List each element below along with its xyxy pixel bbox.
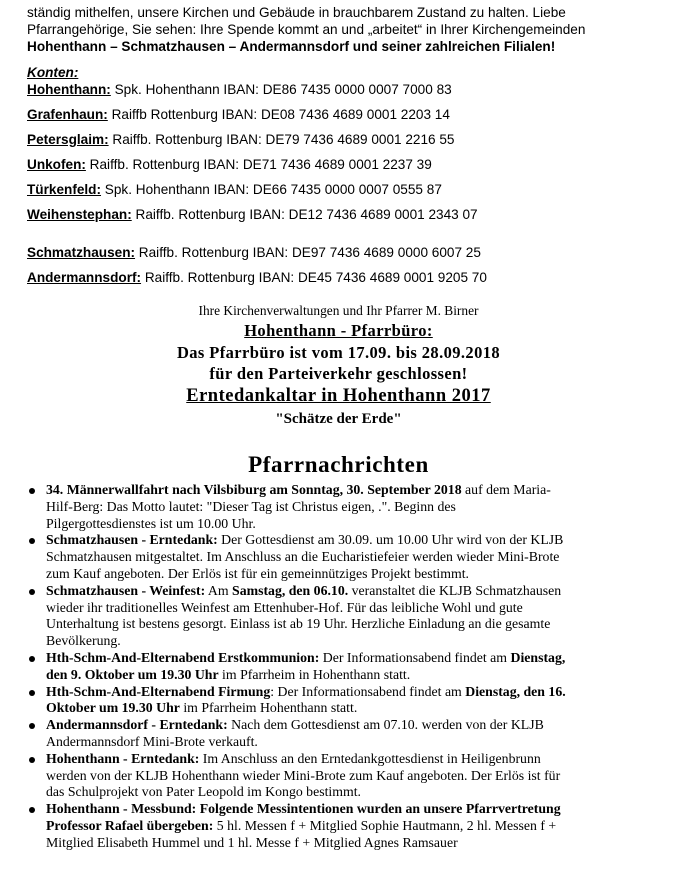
intro-line: ständig mithelfen, unsere Kirchen und Gebäude in brauchbarem Zustand zu halten. Liebe <box>27 5 566 20</box>
item-date: den 9. Oktober um 19.30 Uhr <box>46 666 219 682</box>
item-text: das Schulprojekt von Pater Leopold im Kongo bestimmt. <box>46 784 361 800</box>
account-row <box>27 82 452 97</box>
item-text: im Pfarrheim Hohenthann statt. <box>179 700 358 716</box>
account-row <box>27 245 481 260</box>
konten-heading: Konten: <box>27 65 79 80</box>
list-item <box>28 532 656 582</box>
item-text: Nach dem Gottesdienst am 07.10. werden von der KLJB <box>227 717 544 733</box>
bullet-icon <box>29 589 35 595</box>
item-text: Pilgergottesdienstes ist um 10.00 Uhr. <box>46 515 256 531</box>
list-item <box>28 650 656 684</box>
erntedankaltar-subtitle: "Schätze der Erde" <box>275 411 402 427</box>
list-item <box>28 583 656 650</box>
item-text: Der Informationsabend findet am <box>319 649 511 665</box>
intro-paragraph <box>27 4 667 55</box>
item-date: Oktober um 19.30 Uhr <box>46 700 180 716</box>
item-text: Unterhaltung ist bestens gesorgt. Einlass ist ab 19 Uhr. Herzliche Einladung an die gesamte <box>46 616 551 632</box>
item-heading: Professor Rafael übergeben: <box>46 817 214 833</box>
erntedankaltar-heading: Erntedankaltar in Hohenthann 2017 <box>186 386 491 406</box>
account-name: Weihenstephan: <box>27 207 132 222</box>
list-item <box>28 751 656 801</box>
account-name: Grafenhaun: <box>27 107 108 122</box>
bullet-icon <box>29 656 35 662</box>
item-text: werden von der KLJB Hohenthann wieder Mini-Brote zum Kauf angeboten. Der Erlös ist für <box>46 767 561 783</box>
account-details: Spk. Hohenthann IBAN: DE86 7435 0000 0007 7000 83 <box>110 82 452 97</box>
list-item <box>28 801 656 851</box>
item-text: Andermannsdorf Mini-Brote verkauft. <box>46 733 258 749</box>
item-heading: Andermannsdorf - Erntedank: <box>46 717 228 733</box>
pfarrbuero-closed-line: Das Pfarrbüro ist vom 17.09. bis 28.09.2018 <box>176 343 501 362</box>
item-text: 5 hl. Messen f + Mitglied Sophie Hautmann, 2 hl. Messen f + <box>213 817 557 833</box>
item-text: auf dem Maria- <box>461 482 551 497</box>
account-row <box>27 107 450 122</box>
item-text: Am <box>205 582 233 598</box>
item-text: veranstaltet die KLJB Schmatzhausen <box>348 582 562 598</box>
account-row <box>27 207 478 222</box>
pfarrbuero-heading: Hohenthann - Pfarrbüro: <box>244 321 433 340</box>
account-name: Hohenthann: <box>27 82 111 97</box>
account-row <box>27 157 432 172</box>
item-date: Dienstag, <box>510 649 566 665</box>
bullet-icon <box>29 538 35 544</box>
account-name: Schmatzhausen: <box>27 245 136 260</box>
item-heading: 34. Männerwallfahrt nach Vilsbiburg am Sonntag, 30. September 2018 <box>46 482 462 497</box>
account-details: Raiffb. Rottenburg IBAN: DE79 7436 4689 0001 2216 55 <box>108 132 455 147</box>
item-heading: Hth-Schm-And-Elternabend Firmung <box>46 683 271 699</box>
item-text: Im Anschluss an den Erntedankgottesdienst in Heiligenbrunn <box>199 750 541 766</box>
item-text: wieder ihr traditionelles Weinfest am Ettenhuber-Hof. Für das leibliche Wohl und gute <box>46 599 523 615</box>
account-name: Andermannsdorf: <box>27 270 142 285</box>
account-details: Spk. Hohenthann IBAN: DE66 7435 0000 0007 0555 87 <box>101 182 442 197</box>
account-name: Türkenfeld: <box>27 182 102 197</box>
item-date: Dienstag, den 16. <box>465 683 566 699</box>
account-details: Raiffb Rottenburg IBAN: DE08 7436 4689 0001 2203 14 <box>107 107 450 122</box>
pfarrbuero-closed-line: für den Parteiverkehr geschlossen! <box>209 364 468 383</box>
account-details: Raiffb. Rottenburg IBAN: DE45 7436 4689 0001 9205 70 <box>141 270 487 285</box>
item-heading: Schmatzhausen - Erntedank: <box>46 532 218 548</box>
bullet-icon <box>29 723 35 729</box>
item-text: Bevölkerung. <box>46 633 121 649</box>
account-details: Raiffb. Rottenburg IBAN: DE12 7436 4689 0001 2343 07 <box>131 207 478 222</box>
account-details: Raiffb. Rottenburg IBAN: DE97 7436 4689 0000 6007 25 <box>135 245 481 260</box>
bullet-icon <box>29 807 35 813</box>
item-heading: Hth-Schm-And-Elternabend Erstkommunion: <box>46 649 320 665</box>
item-text: Hilf-Berg: Das Motto lautet: "Dieser Tag ist Christus eigen, .". Beginn des <box>46 498 456 514</box>
list-item <box>28 684 656 718</box>
bullet-icon <box>29 757 35 763</box>
account-details: Raiffb. Rottenburg IBAN: DE71 7436 4689 0001 2237 39 <box>85 157 432 172</box>
bullet-icon <box>29 690 35 696</box>
account-row <box>27 182 442 197</box>
list-item <box>28 717 656 751</box>
item-text: Der Gottesdienst am 30.09. um 10.00 Uhr wird von der KLJB <box>217 532 564 548</box>
item-heading: Schmatzhausen - Weinfest: <box>46 582 206 598</box>
intro-line: Pfarrangehörige, Sie sehen: Ihre Spende kommt an und „arbeitet“ in Ihrer Kirchengemeinden <box>27 22 586 37</box>
item-text: : Der Informationsabend findet am <box>270 683 466 699</box>
account-row <box>27 270 487 285</box>
account-name: Unkofen: <box>27 157 86 172</box>
list-item <box>28 482 656 532</box>
item-date: Samstag, den 06.10. <box>232 582 349 598</box>
account-row <box>27 132 455 147</box>
item-heading: Hohenthann - Messbund: Folgende Messintentionen wurden an unsere Pfarrvertretung <box>46 801 561 817</box>
bullet-icon <box>29 488 35 494</box>
item-text: Schmatzhausen mitgestaltet. Im Anschluss an die Eucharistiefeier werden wieder Mini-Brote <box>46 549 560 565</box>
account-name: Petersglaim: <box>27 132 109 147</box>
item-text: Mitglied Elisabeth Hummel und 1 hl. Messe f + Mitglied Agnes Ramsauer <box>46 834 458 850</box>
signature-line: Ihre Kirchenverwaltungen und Ihr Pfarrer M. Birner <box>198 303 479 318</box>
item-text: zum Kauf angeboten. Der Erlös ist für ein gemeinnütziges Projekt bestimmt. <box>46 565 470 581</box>
item-heading: Hohenthann - Erntedank: <box>46 750 200 766</box>
intro-line-bold: Hohenthann – Schmatzhausen – Andermannsdorf und seiner zahlreichen Filialen! <box>27 39 556 54</box>
item-text: im Pfarrheim in Hohenthann statt. <box>218 666 411 682</box>
pfarrnachrichten-title: Pfarrnachrichten <box>248 452 429 477</box>
news-list <box>28 482 656 852</box>
